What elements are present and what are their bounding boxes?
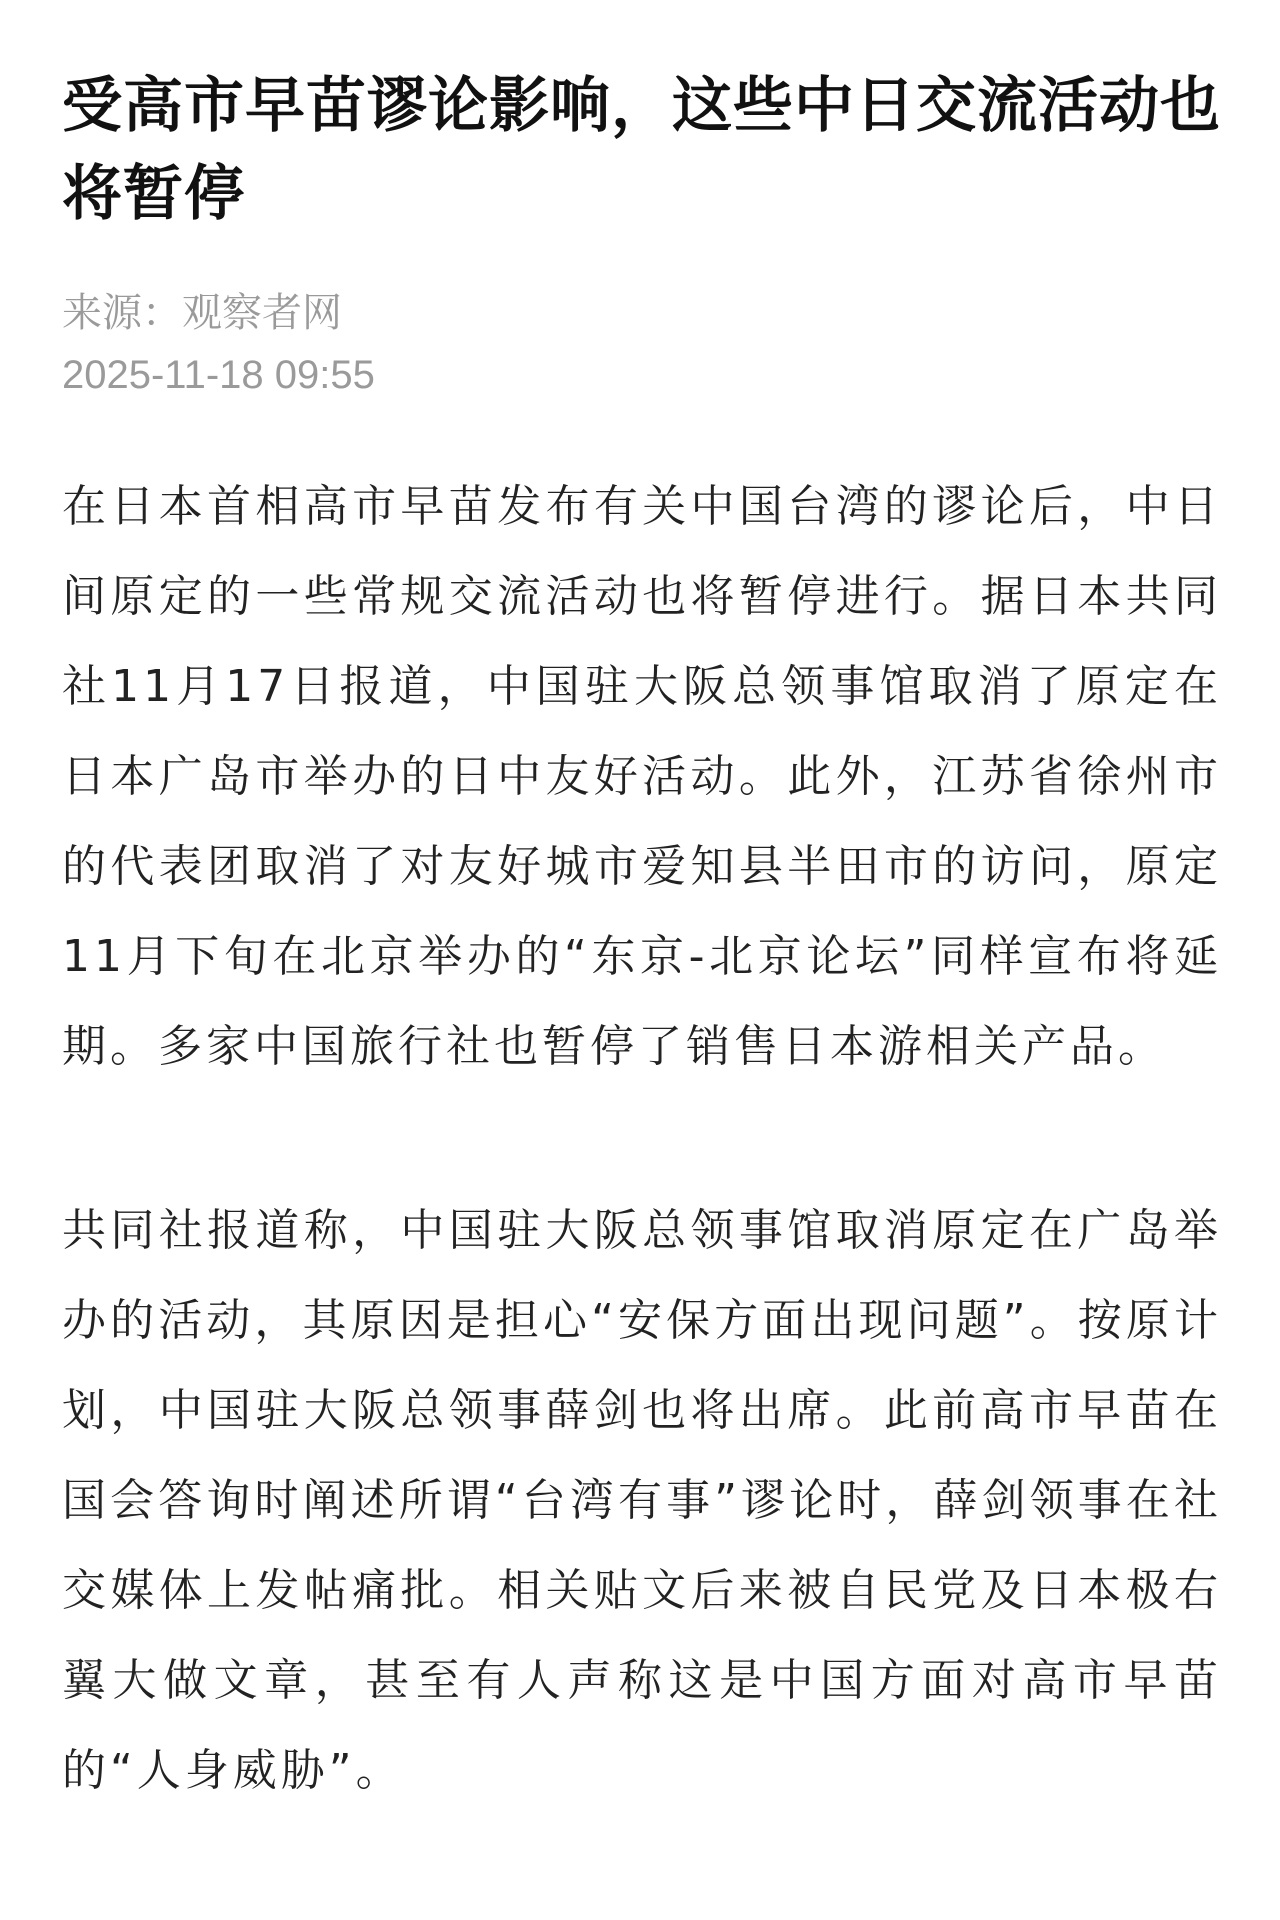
article [62,62,1222,1816]
article-paragraph: 在日本首相高市早苗发布有关中国台湾的谬论后，中日间原定的一些常规交流活动也将暂停进行。据日本共同社11月17日报道，中国驻大阪总领事馆取消了原定在日本广岛市举办的日中友好活动。此外，江苏省徐州市的代表团取消了对友好城市爱知县半田市的访问，原定11月下旬在北京举办的“东京-北京论坛”同样宣布将延期。多家中国旅行社也暂停了销售日本游相关产品。 [62,481,1222,1072]
article-title: 受高市早苗谬论影响，这些中日交流活动也将暂停 [62,71,1221,229]
article-meta [62,282,1222,406]
article-date: 2025-11-18 09:55 [62,353,375,397]
article-body [62,462,1222,1816]
article-paragraph: 共同社报道称，中国驻大阪总领事馆取消原定在广岛举办的活动，其原因是担心“安保方面出现问题”。按原计划，中国驻大阪总领事薛剑也将出席。此前高市早苗在国会答询时阐述所谓“台湾有事”谬论时，薛剑领事在社交媒体上发帖痛批。相关贴文后来被自民党及日本极右翼大做文章，甚至有人声称这是中国方面对高市早苗的“人身威胁”。 [62,1205,1222,1796]
article-source: 来源：观察者网 [62,290,342,336]
